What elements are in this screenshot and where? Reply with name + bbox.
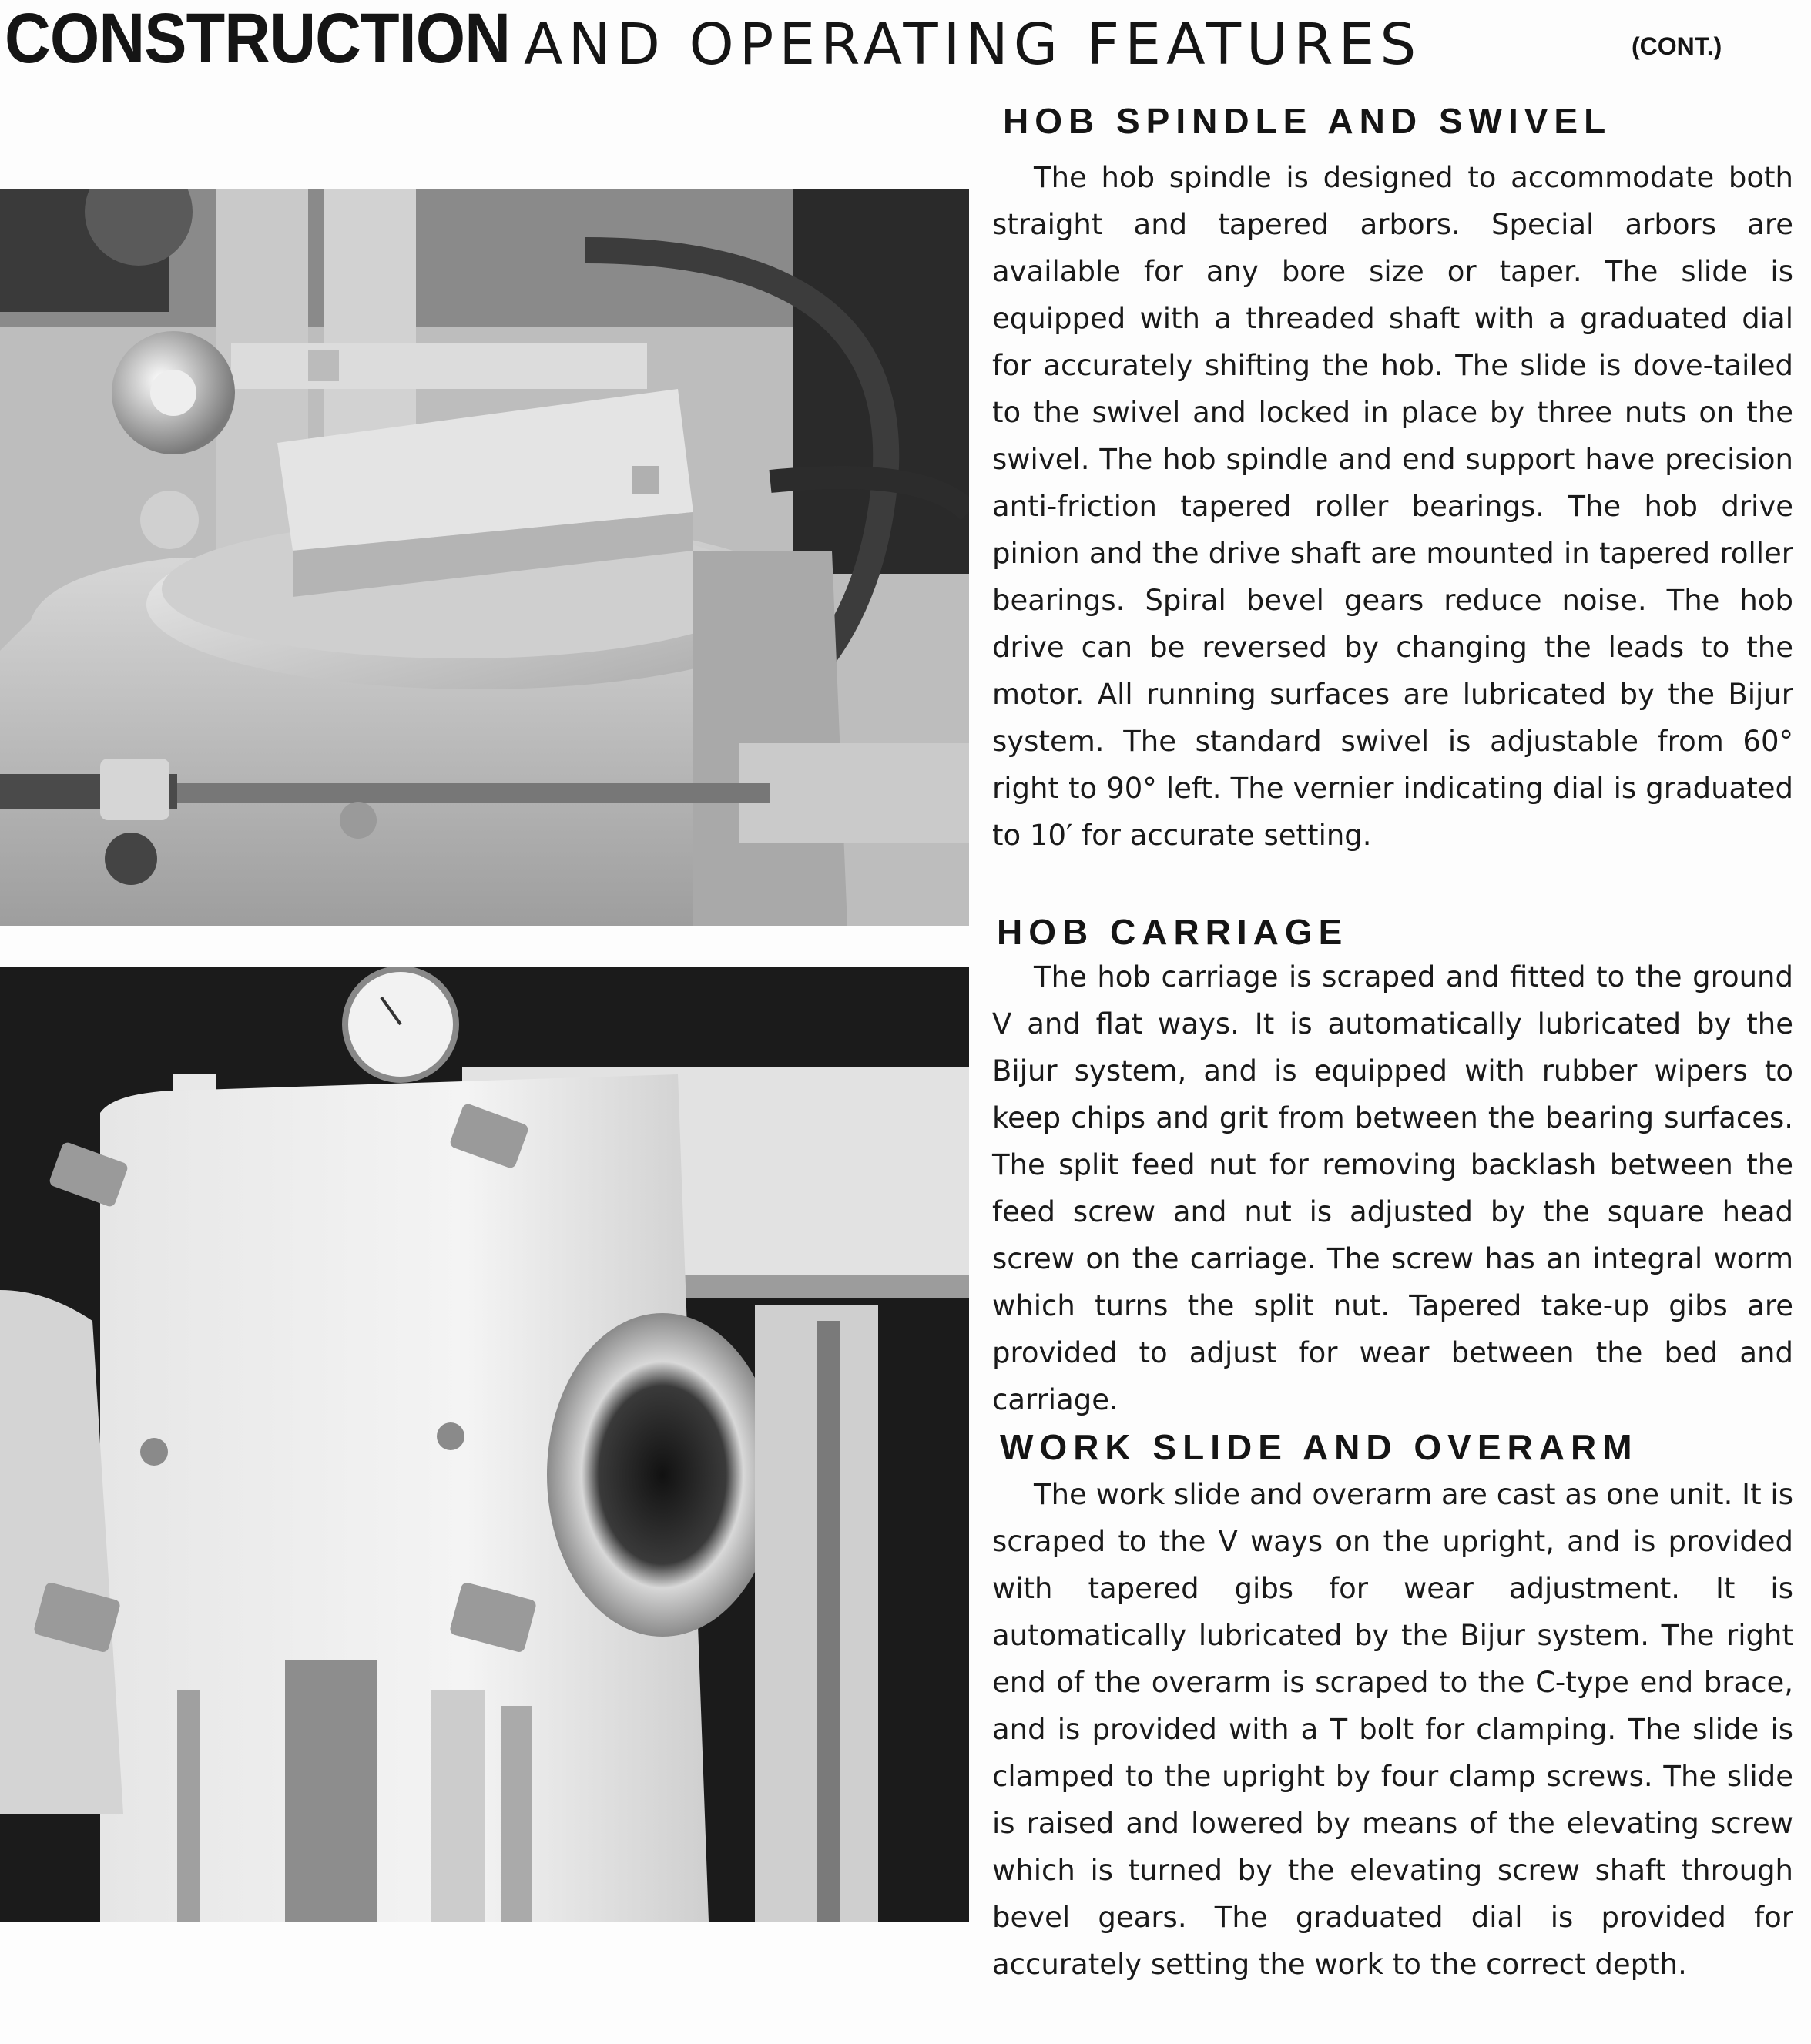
section-heading-work-slide: WORK SLIDE AND OVERARM xyxy=(1000,1427,1638,1467)
section-heading-hob-spindle: HOB SPINDLE AND SWIVEL xyxy=(1003,101,1612,141)
page-title-continued: (CONT.) xyxy=(1632,32,1722,60)
page-title-main: CONSTRUCTION xyxy=(5,0,511,78)
photo-work-slide-overarm-graphic xyxy=(0,967,969,1922)
photo-hob-spindle-swivel-graphic xyxy=(0,189,969,926)
section-body-hob-spindle: The hob spindle is designed to accommodate both straight and tapered arbors. Special arbors are available for any bore size or taper. The slide is equipped with a threaded shaft with a graduated dial for accurately shifting the hob. The slide is dove-tailed to the swivel and locked in place by three nuts on the swivel. The hob spindle and end support have precision anti-friction tapered roller bearings. The hob drive pinion and the drive shaft are mounted in tapered roller bearings. Spiral bevel gears reduce noise. The hob drive can be reversed by changing the leads to the motor. All running surfaces are lubricated by the Bijur system. The standard swivel is adjustable from 60° right to 90° left. The vernier indicating dial is graduated to 10′ for accurate setting. xyxy=(992,161,1793,852)
page-title-sub: AND OPERATING FEATURES xyxy=(524,12,1422,78)
photo-hob-spindle-swivel xyxy=(0,189,969,926)
photo-work-slide-overarm xyxy=(0,967,969,1922)
section-heading-hob-carriage: HOB CARRIAGE xyxy=(997,912,1349,952)
section-body-hob-carriage: The hob carriage is scraped and fitted to the ground V and flat ways. It is automatically lubricated by the Bijur system, and is equipped with rubber wipers to keep chips and grit from between the bearing surfaces. The split feed nut for removing backlash between the feed screw and nut is adjusted by the square head screw on the carriage. The screw has an integral worm which turns the split nut. Tapered take-up gibs are provided to adjust for wear between the bed and carriage. xyxy=(992,960,1793,1416)
section-body-work-slide: The work slide and overarm are cast as one unit. It is scraped to the V ways on the upright, and is provided with tapered gibs for wear adjustment. It is automatically lubricated by the Bijur system. The right end of the overarm is scraped to the C-type end brace, and is provided with a T bolt for clamping. The slide is clamped to the upright by four clamp screws. The slide is raised and lowered by means of the elevating screw which is turned by the elevating screw shaft through bevel gears. The graduated dial is provided for accurately setting the work to the correct depth. xyxy=(992,1478,1793,1981)
